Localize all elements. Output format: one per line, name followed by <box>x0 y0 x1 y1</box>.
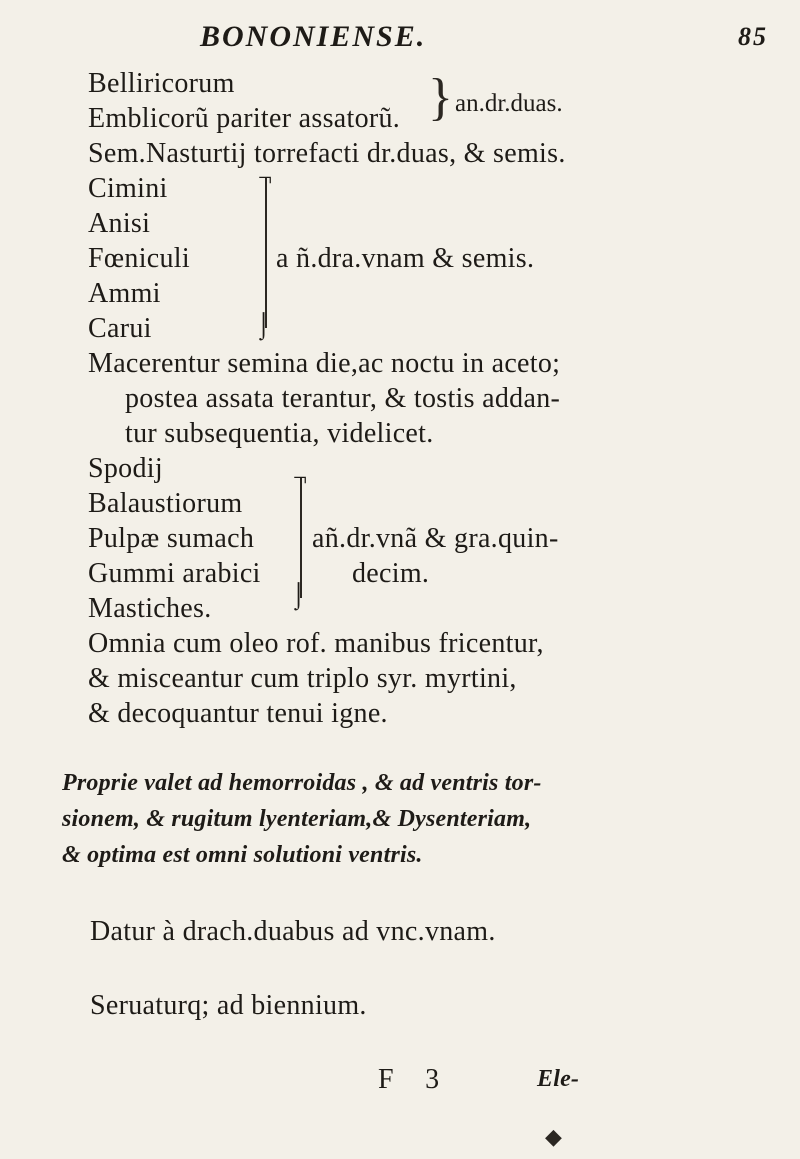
ingredient-line: Emblicorũ pariter assatorũ. <box>88 103 401 134</box>
brace-line <box>300 478 302 598</box>
brace-bottom-mark: ⌡ <box>291 582 307 609</box>
text-line: Macerentur semina die,ac noctu in aceto; <box>88 348 561 379</box>
text-line: tur subsequentia, videlicet. <box>125 418 434 449</box>
brace-symbol: } <box>428 69 453 126</box>
brace-bottom-mark: ⌡ <box>256 312 272 339</box>
brace-top-mark: ¬ <box>293 465 308 492</box>
ingredient-line: Pulpæ sumach <box>88 523 255 554</box>
ingredient-line: Belliricorum <box>88 68 235 99</box>
text-line: postea assata terantur, & tostis addan- <box>125 383 561 414</box>
ingredient-line: Cimini <box>88 173 168 204</box>
virtues-line: sionem, & rugitum lyenteriam,& Dysenteriam, <box>62 806 532 832</box>
ingredient-line: Mastiches. <box>88 593 212 624</box>
page-number: 85 <box>738 22 768 51</box>
text-line: & decoquantur tenui igne. <box>88 698 388 729</box>
dosage-line: Datur à drach.duabus ad vnc.vnam. <box>90 916 496 947</box>
running-title: BONONIENSE. <box>200 20 427 53</box>
catchword: Ele- <box>537 1066 580 1092</box>
ingredient-line: Spodij <box>88 453 163 484</box>
ingredient-line: Sem.Nasturtij torrefacti dr.duas, & semis. <box>88 138 566 169</box>
ingredient-line: Anisi <box>88 208 151 239</box>
group-dose: añ.dr.vnã & gra.quin- <box>312 523 559 554</box>
text-line: Omnia cum oleo rof. manibus fricentur, <box>88 628 544 659</box>
virtues-line: Proprie valet ad hemorroidas , & ad ventris tor- <box>62 770 542 796</box>
signature-mark: F 3 <box>378 1064 440 1095</box>
ingredient-line: Ammi <box>88 278 161 309</box>
virtues-line: & optima est omni solutioni ventris. <box>62 842 423 868</box>
ingredient-line: Fœniculi <box>88 243 190 274</box>
ingredient-line: Carui <box>88 313 152 344</box>
group-dose: decim. <box>352 558 430 589</box>
ornament-icon: ◆ <box>545 1124 562 1149</box>
brace-line <box>265 178 267 328</box>
ingredient-line: Gummi arabici <box>88 558 261 589</box>
text-line: & misceantur cum triplo syr. myrtini, <box>88 663 517 694</box>
group-dose: an.dr.duas. <box>455 90 563 117</box>
group-dose: a ñ.dra.vnam & semis. <box>276 243 535 274</box>
brace-top-mark: ¬ <box>258 165 273 192</box>
ingredient-line: Balaustiorum <box>88 488 243 519</box>
storage-line: Seruaturq; ad biennium. <box>90 990 367 1021</box>
